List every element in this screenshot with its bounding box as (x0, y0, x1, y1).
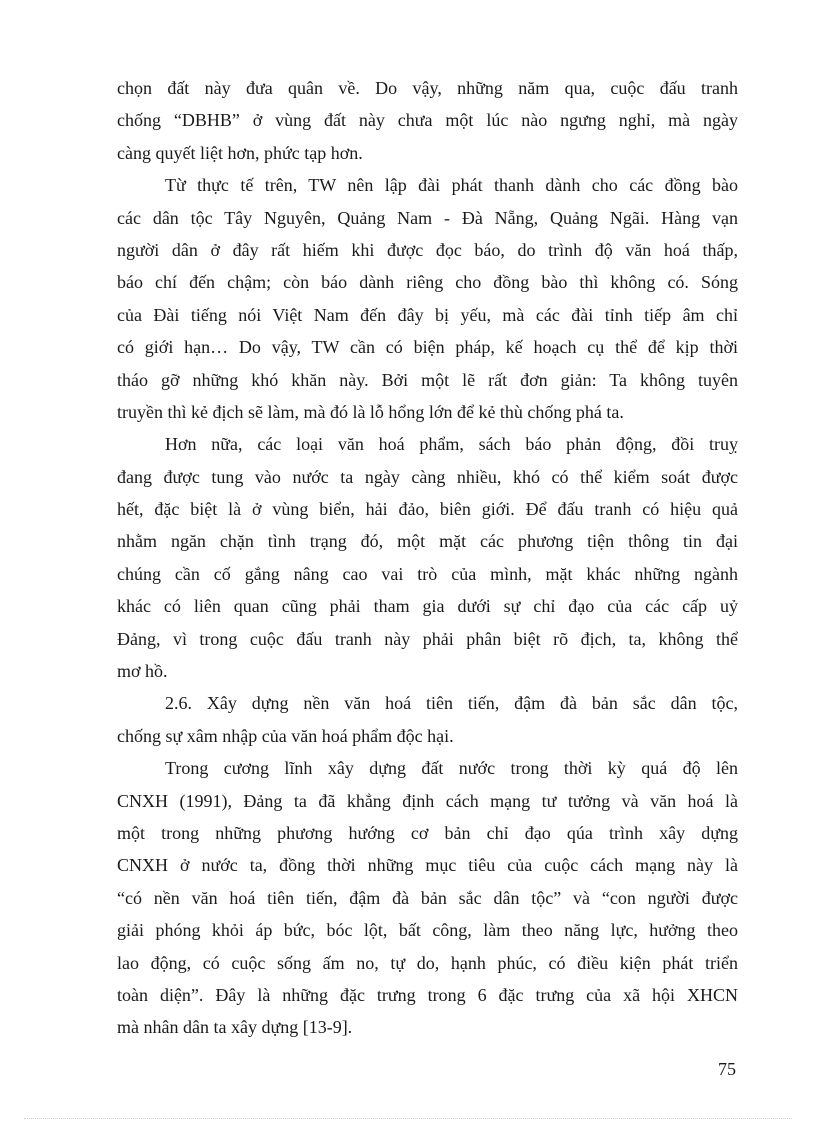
text-line: toàn diện”. Đây là những đặc trưng trong 6 đặc trưng của xã hội XHCN (117, 984, 738, 1005)
text-line: CNXH (1991), Đảng ta đã khẳng định cách mạng tư tưởng và văn hoá là (117, 790, 738, 811)
text-line: người dân ở đây rất hiếm khi được đọc báo, do trình độ văn hoá thấp, (117, 239, 738, 260)
text-line: đang được tung vào nước ta ngày càng nhiều, khó có thể kiểm soát được (117, 466, 738, 487)
document-page (117, 72, 738, 1044)
text-line: mơ hồ. (117, 661, 168, 682)
text-line: chống “DBHB” ở vùng đất này chưa một lúc nào ngưng nghỉ, mà ngày (117, 110, 738, 131)
text-line: hết, đặc biệt là ở vùng biển, hải đảo, biên giới. Để đấu tranh có hiệu quả (117, 499, 738, 520)
text-line: các dân tộc Tây Nguyên, Quảng Nam - Đà Nẵng, Quảng Ngãi. Hàng vạn (117, 207, 738, 228)
text-line: một trong những phương hướng cơ bản chỉ đạo qúa trình xây dựng (117, 822, 738, 843)
text-line: lao động, có cuộc sống ấm no, tự do, hạnh phúc, có điều kiện phát triển (117, 952, 738, 973)
text-line: Từ thực tế trên, TW nên lập đài phát thanh dành cho các đồng bào (165, 175, 738, 196)
text-line: tháo gỡ những khó khăn này. Bởi một lẽ rất đơn giản: Ta không tuyên (117, 369, 738, 390)
text-line: Hơn nữa, các loại văn hoá phẩm, sách báo phản động, đồi truỵ (165, 434, 738, 455)
text-line: “có nền văn hoá tiên tiến, đậm đà bản sắc dân tộc” và “con người được (117, 887, 738, 908)
text-line: Đảng, vì trong cuộc đấu tranh này phải phân biệt rõ địch, ta, không thể (117, 628, 738, 649)
text-line: truyền thì kẻ địch sẽ làm, mà đó là lỗ hổng lớn để kẻ thù chống phá ta. (117, 401, 624, 422)
text-line: CNXH ở nước ta, đồng thời những mục tiêu của cuộc cách mạng này là (117, 855, 738, 876)
text-line: chọn đất này đưa quân về. Do vậy, những năm qua, cuộc đấu tranh (117, 78, 738, 98)
bottom-divider (24, 1118, 792, 1119)
text-line: có giới hạn… Do vậy, TW cần có biện pháp, kế hoạch cụ thể để kịp thời (117, 337, 738, 358)
text-line: mà nhân dân ta xây dựng [13-9]. (117, 1017, 353, 1038)
text-line: Trong cương lĩnh xây dựng đất nước trong thời kỳ quá độ lên (165, 758, 738, 779)
text-line: giải phóng khỏi áp bức, bóc lột, bất công, làm theo năng lực, hưởng theo (117, 920, 738, 941)
section-heading-line: 2.6. Xây dựng nền văn hoá tiên tiến, đậm đà bản sắc dân tộc, (165, 693, 738, 714)
text-line: càng quyết liệt hơn, phức tạp hơn. (117, 142, 363, 163)
text-line: khác có liên quan cũng phải tham gia dưới sự chỉ đạo của các cấp uỷ (117, 596, 738, 617)
section-heading-line: chống sự xâm nhập của văn hoá phẩm độc hại. (117, 725, 454, 746)
text-line: báo chí đến chậm; còn báo dành riêng cho đồng bào thì không có. Sóng (117, 272, 738, 293)
page-number: 75 (718, 1059, 736, 1079)
text-line: nhằm ngăn chặn tình trạng đó, một mặt các phương tiện thông tin đại (117, 531, 738, 552)
text-line: chúng cần cố gắng nâng cao vai trò của mình, mặt khác những ngành (117, 563, 738, 584)
text-line: của Đài tiếng nói Việt Nam đến đây bị yếu, mà các đài tỉnh tiếp âm chỉ (117, 304, 738, 325)
